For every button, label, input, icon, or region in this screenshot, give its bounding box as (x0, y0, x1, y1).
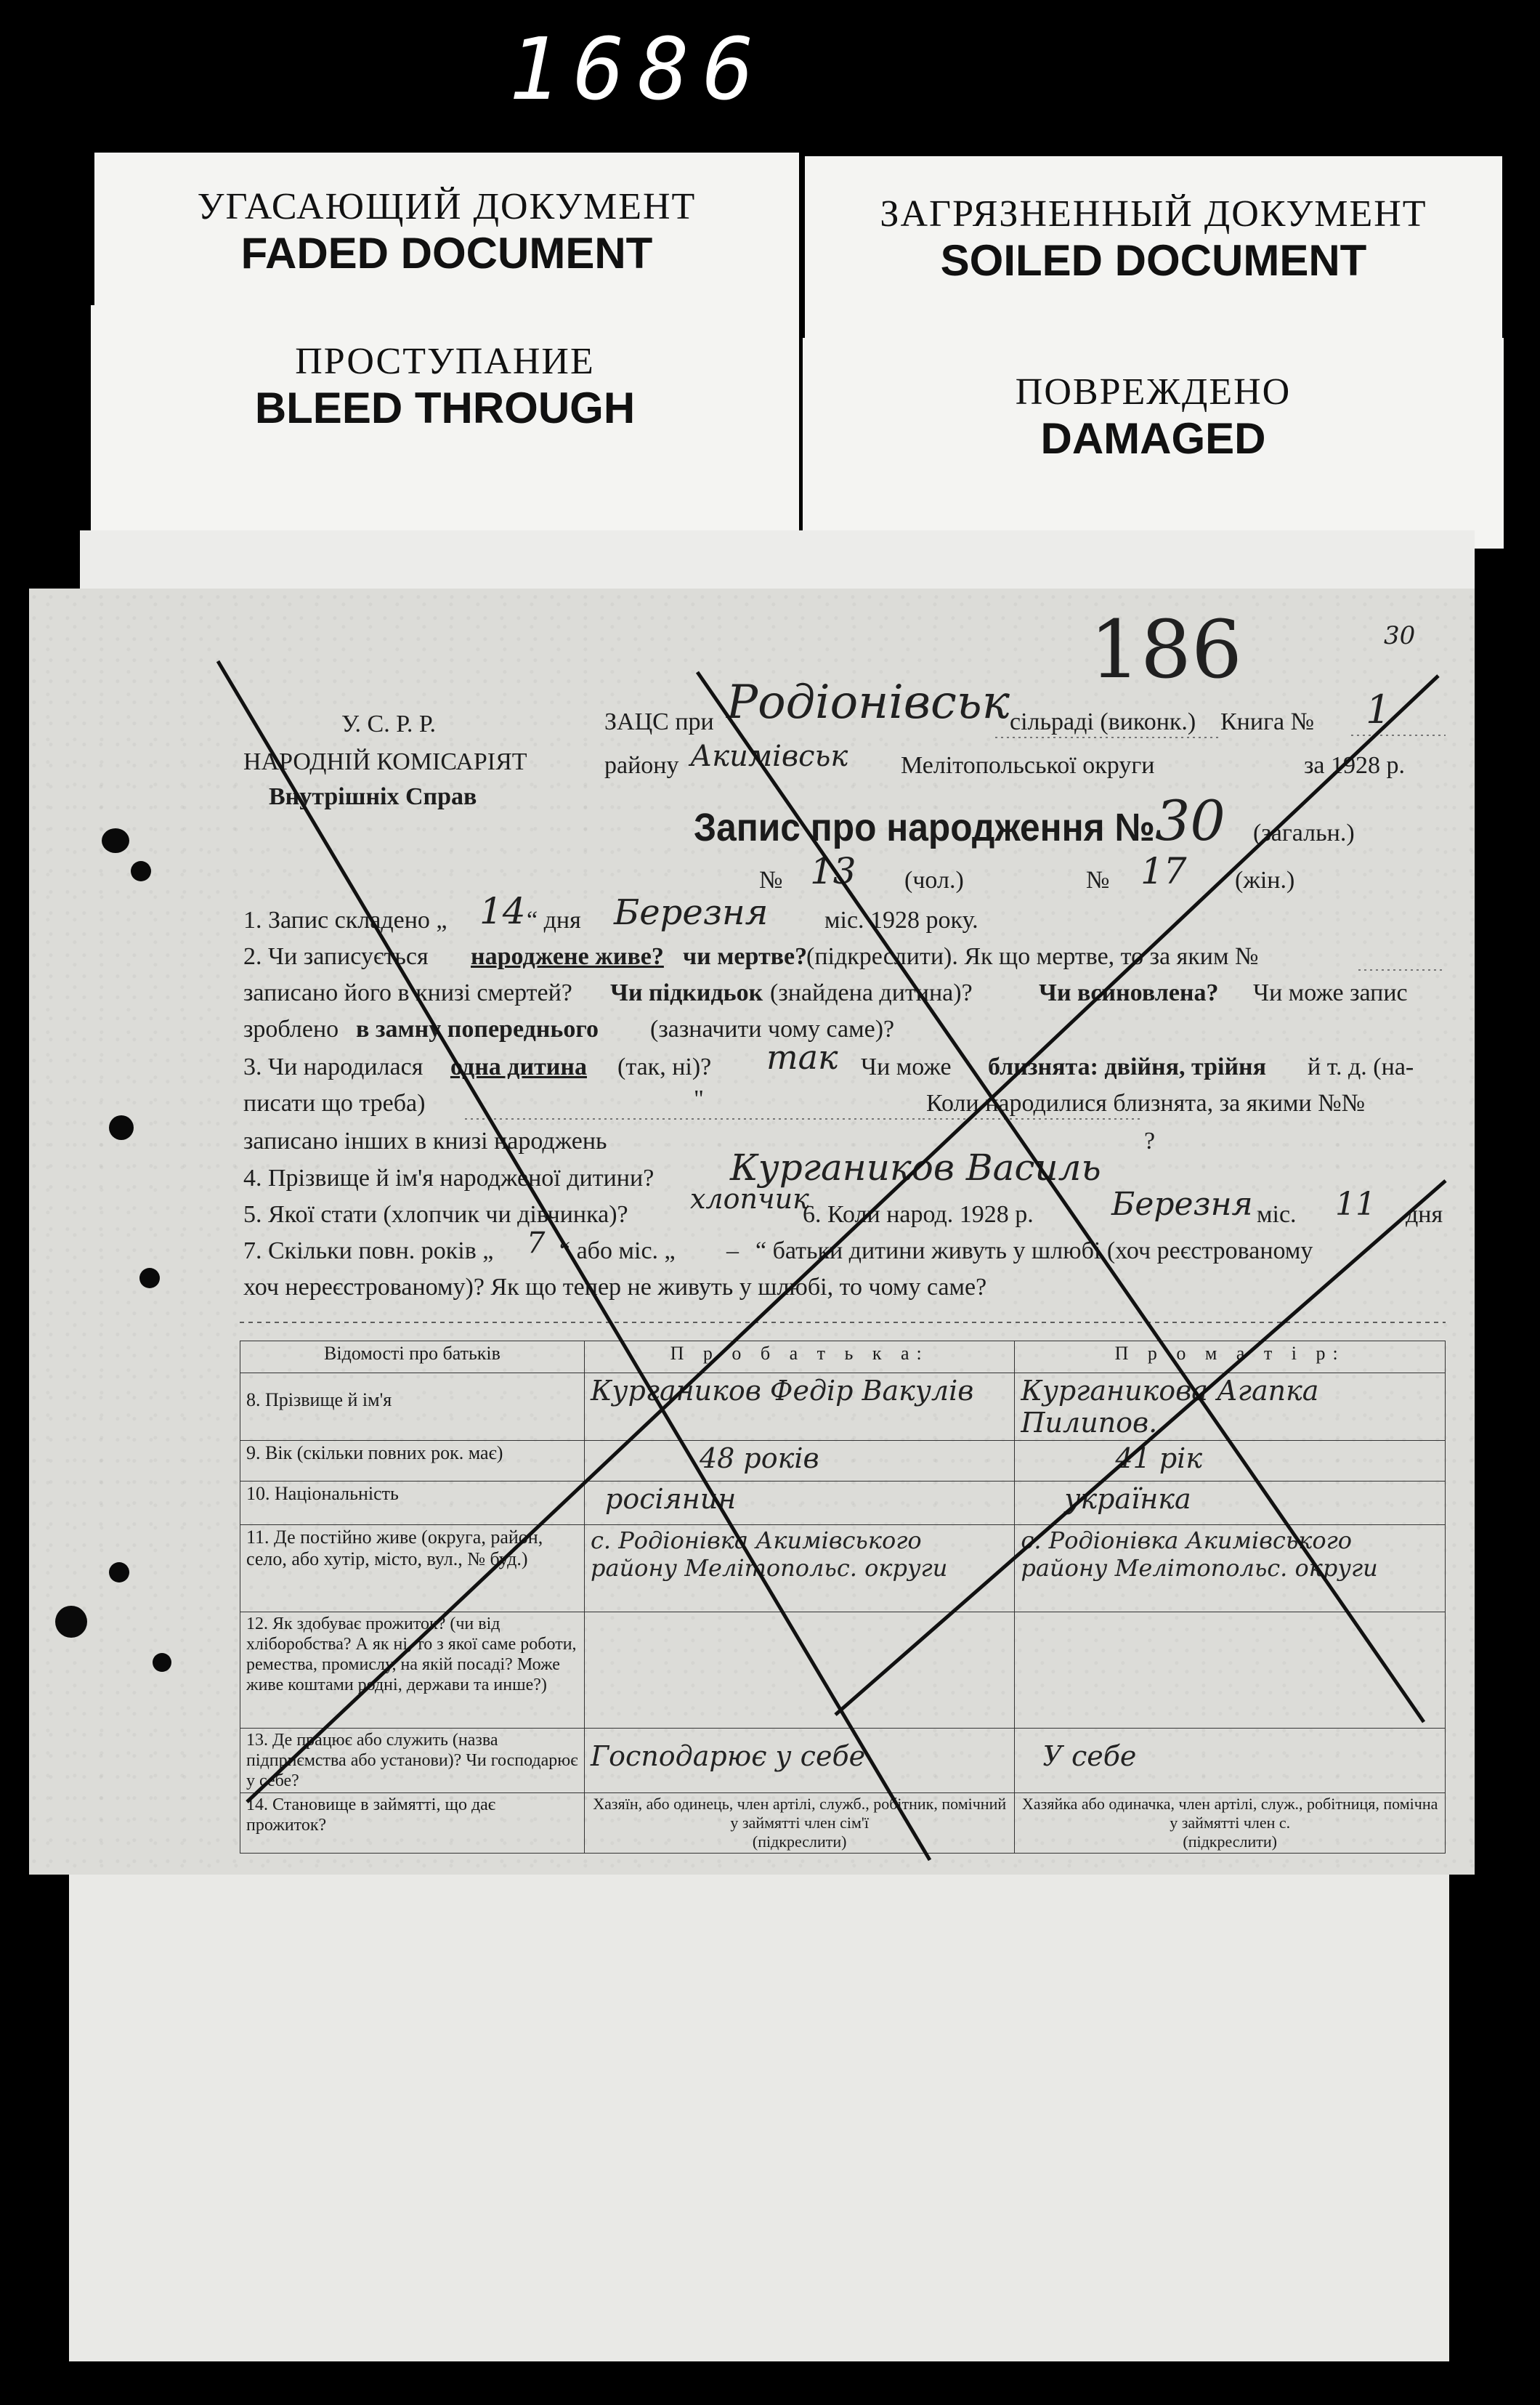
mother-status: Хазяйка або одиначка, член артілі, служ., робітниця, помічна у займятті член с. (1022, 1795, 1438, 1832)
q2-j: зроблено (243, 1016, 339, 1043)
father-age: 48 років (700, 1442, 819, 1474)
q2-i: Чи може запис (1253, 979, 1408, 1006)
book-label: Книга № (1220, 708, 1315, 735)
q3-a: 3. Чи народилася (243, 1054, 423, 1080)
q2-c: чи мертве? (683, 943, 808, 970)
q6-day-label: дня (1406, 1201, 1443, 1228)
corner-number: 30 (1384, 621, 1416, 650)
row-label: 10. Національність (240, 1482, 585, 1525)
header-info: Відомості про батьків (240, 1341, 585, 1373)
village-name: Родіонівськ (726, 676, 1010, 729)
bleed-label-ru: ПРОСТУПАНИЕ (295, 341, 595, 382)
father-name: Кургаников Федір Вакулів (591, 1375, 974, 1407)
q5-label: 5. Якої стати (хлопчик чи дівчинка)? (243, 1201, 628, 1228)
dotted-fill-lines (465, 735, 1446, 1119)
father-nationality: росіянин (605, 1483, 737, 1515)
female-no-label: № (1086, 867, 1110, 894)
male-number: 13 (810, 850, 856, 892)
bleed-label-en: BLEED THROUGH (254, 384, 636, 432)
soiled-label-en: SOILED DOCUMENT (940, 236, 1367, 285)
q1-rest: міс. 1928 року. (824, 907, 978, 934)
row-label: 11. Де постійно живе (округа, район, село, або хутір, місто, вул., № буд.) (240, 1525, 585, 1612)
total-label: (загальн.) (1253, 820, 1355, 846)
mother-residence: с. Родіонівка Акимівського району Мелітопольс. округи (1021, 1527, 1378, 1582)
q1-day: 14 (479, 890, 526, 932)
q2-e: записано його в книзі смертей? (243, 979, 572, 1006)
header-father: П р о б а т ь к а: (585, 1341, 1015, 1373)
q7-months: – (726, 1237, 739, 1264)
q1-day-label: “ дня (527, 907, 581, 934)
record-number: 30 (1155, 788, 1225, 853)
frame-number: 1686 (508, 19, 768, 119)
q2-a: 2. Чи записується (243, 943, 429, 970)
mother-age: 41 рік (1115, 1442, 1203, 1474)
birth-day: 11 (1335, 1186, 1376, 1223)
row-label: 8. Прізвище й ім'я (240, 1373, 585, 1441)
book-number: 1 (1366, 687, 1391, 732)
soiled-label-ru: ЗАГРЯЗНЕННЫЙ ДОКУМЕНТ (880, 193, 1427, 235)
okrug-label: Мелітопольської округи (901, 752, 1155, 779)
child-sex: хлопчик (690, 1183, 809, 1215)
district-name: Акимівськ (690, 740, 848, 773)
q6-label: 6. Коли народ. 1928 р. (803, 1201, 1034, 1228)
mother-name: Курганикова Агапка Пилипов. (1021, 1375, 1319, 1439)
zags-label: ЗАЦС при (604, 708, 714, 735)
q3-question: ? (1144, 1128, 1156, 1155)
child-name: Кургаников Василь (730, 1147, 1101, 1189)
q7-a: 7. Скільки повн. років „ (243, 1237, 494, 1264)
birth-month: Березня (1111, 1186, 1253, 1223)
header-commissariat: НАРОДНІЙ КОМІСАРІЯТ (243, 748, 527, 775)
council-label: сільраді (виконк.) (1010, 708, 1196, 735)
q3-c: (так, ні)? (617, 1054, 712, 1080)
q2-d: (підкреслити). Як що мертве, то за яким № (806, 943, 1259, 970)
faded-label-en: FADED DOCUMENT (240, 229, 653, 278)
q2-h: Чи вcиновлена? (1039, 979, 1219, 1006)
father-status-note: (підкреслити) (752, 1832, 847, 1851)
father-status: Хазяїн, або одинець, член артілі, служб., робітник, помічний у займятті член сім'ї (593, 1795, 1007, 1832)
female-number: 17 (1140, 850, 1187, 892)
header-internal-affairs: Внутрішніх Справ (269, 783, 477, 810)
cancellation-x (218, 661, 1446, 1860)
q2-g: (знайдена дитина)? (770, 979, 973, 1006)
faded-label-ru: УГАСАЮЩИЙ ДОКУМЕНТ (197, 186, 697, 227)
q3-d: Чи може (861, 1054, 952, 1080)
father-residence: с. Родіонівка Акимівського району Мелітопольс. округи (591, 1527, 948, 1582)
q7-years: 7 (527, 1226, 546, 1260)
record-title: Запис про народження № (694, 806, 1155, 849)
q2-b: народжене живе? (471, 943, 664, 970)
mother-workplace: У себе (1042, 1740, 1137, 1772)
row-label: 9. Вік (скільки повних рок. має) (240, 1441, 585, 1482)
female-label: (жін.) (1235, 867, 1295, 894)
row-label: 13. Де працює або служить (назва підприємства або установи)? Чи господарює у себе? (240, 1729, 585, 1793)
row-label: 12. Як здобуває прожиток? (чи від хліборобства? А як ні, то з якої саме роботи, ремества, промислу, на якій посаді? Може живе коштами родні, держави та инше?) (240, 1612, 585, 1729)
damaged-label-ru: ПОВРЕЖДЕНО (1015, 371, 1292, 413)
header-ussr: У. С. Р. Р. (341, 711, 437, 737)
mother-status-note: (підкреслити) (1183, 1832, 1278, 1851)
q3-b: одна дитина (450, 1054, 587, 1080)
q3-e: близнята: двійня, трійня (988, 1054, 1267, 1080)
damaged-label-en: DAMAGED (1040, 414, 1266, 463)
q3-answer: так (766, 1038, 838, 1077)
q7-c: “ батьки дитини живуть у шлюбі (хоч реєстрованому (755, 1237, 1313, 1264)
q7-b: “ або міс. „ (559, 1237, 676, 1264)
mother-nationality: українка (1064, 1483, 1191, 1515)
q2-l: (зазначити чому саме)? (650, 1016, 895, 1043)
page-number: 186 (1090, 603, 1242, 696)
row-label: 14. Становище в займятті, що дає прожиток? (240, 1793, 585, 1854)
q4-label: 4. Прізвище й ім'я народженої дитини? (243, 1165, 654, 1192)
male-label: (чол.) (904, 867, 964, 894)
q7-d: хоч нереєстрованому)? Як що тепер не живуть у шлюбі, то чому саме? (243, 1274, 987, 1301)
q1-month: Березня (614, 892, 769, 933)
q2-k: в замну попереднього (356, 1016, 599, 1043)
q3-dash: " (694, 1086, 704, 1112)
q6-month-label: міс. (1257, 1201, 1297, 1228)
district-label: району (604, 752, 679, 779)
q1-label: 1. Запис складено „ (243, 907, 447, 934)
q3-f: й т. д. (на- (1308, 1054, 1414, 1080)
q3-g: писати що треба) (243, 1090, 426, 1117)
q2-f: Чи підкидьок (610, 979, 763, 1006)
male-no-label: № (759, 867, 783, 894)
header-mother: П р о м а т і р: (1015, 1341, 1446, 1373)
father-workplace: Господарює у себе (591, 1740, 866, 1772)
q3-i: записано інших в книзі народжень (243, 1128, 607, 1155)
q3-h: Коли народилися близнята, за якими №№ (926, 1090, 1366, 1117)
year-label: за 1928 р. (1304, 752, 1406, 779)
